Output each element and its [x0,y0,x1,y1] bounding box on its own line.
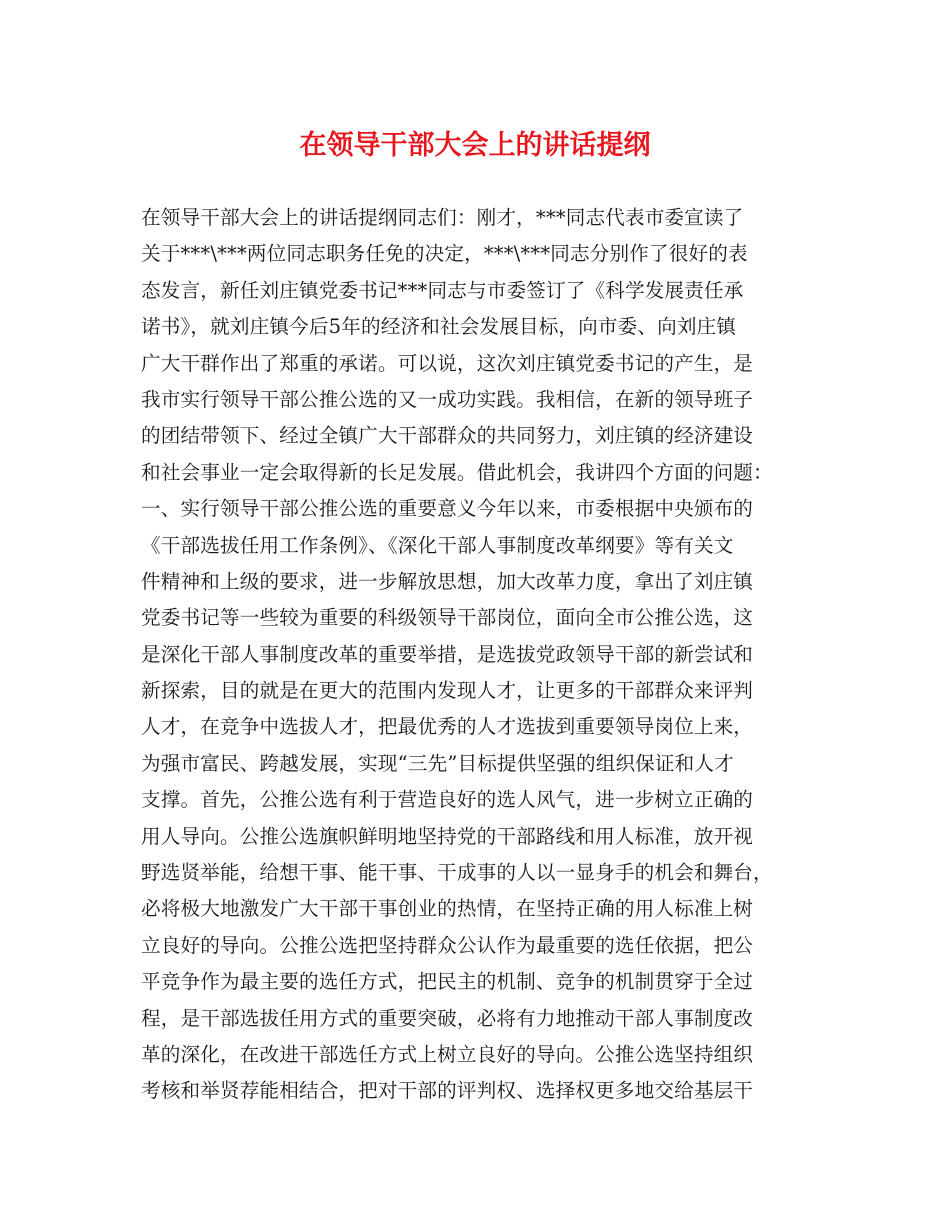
body-line: 《干部选拔任用工作条例》、《深化干部人事制度改革纲要》等有关文 [141,533,734,557]
body-line: 人才，在竞争中选拔人才，把最优秀的人才选拔到重要领导岗位上来， [141,715,754,739]
body-line: 态发言，新任刘庄镇党委书记***同志与市委签订了《科学发展责任承 [141,278,744,302]
body-line: 立良好的导向。公推公选把坚持群众公认作为最重要的选任依据，把公 [141,933,754,957]
body-line: 平竞争作为最主要的选任方式，把民主的机制、竞争的机制贯穿于全过 [141,970,754,994]
body-line: 的团结带领下、经过全镇广大干部群众的共同努力，刘庄镇的经济建设 [141,424,754,448]
document-title: 在领导干部大会上的讲话提纲 [299,130,651,161]
body-line: 广大干群作出了郑重的承诺。可以说，这次刘庄镇党委书记的产生，是 [141,351,754,375]
body-line: 野选贤举能，给想干事、能干事、干成事的人以一显身手的机会和舞台， [141,861,773,885]
body-line: 程，是干部选拔任用方式的重要突破，必将有力地推动干部人事制度改 [141,1006,754,1030]
body-line: 革的深化，在改进干部选任方式上树立良好的导向。公推公选坚持组织 [141,1042,754,1066]
body-line: 件精神和上级的要求，进一步解放思想，加大改革力度，拿出了刘庄镇 [141,569,754,593]
body-line: 考核和举贤荐能相结合，把对干部的评判权、选择权更多地交给基层干 [141,1079,754,1103]
body-line: 是深化干部人事制度改革的重要举措，是选拔党政领导干部的新尝试和 [141,642,754,666]
body-line: 我市实行领导干部公推公选的又一成功实践。我相信，在新的领导班子 [141,387,754,411]
body-line: 和社会事业一定会取得新的长足发展。借此机会，我讲四个方面的问题： [141,460,773,484]
body-line: 关于***\***两位同志职务任免的决定，***\***同志分别作了很好的表 [141,242,748,266]
body-line: 诺书》，就刘庄镇今后5年的经济和社会发展目标，向市委、向刘庄镇 [141,315,737,339]
body-line: 一、实行领导干部公推公选的重要意义今年以来，市委根据中央颁布的 [141,497,754,521]
body-line: 必将极大地激发广大干部干事创业的热情，在坚持正确的用人标准上树 [141,897,754,921]
body-line: 用人导向。公推公选旗帜鲜明地坚持党的干部路线和用人标准，放开视 [141,824,754,848]
body-line: 新探索，目的就是在更大的范围内发现人才，让更多的干部群众来评判 [141,679,754,703]
body-line: 党委书记等一些较为重要的科级领导干部岗位，面向全市公推公选，这 [141,606,754,630]
body-line: 在领导干部大会上的讲话提纲同志们：刚才，***同志代表市委宣读了 [141,206,744,229]
body-text [141,200,831,1110]
body-line: 为强市富民、跨越发展，实现“三先”目标提供坚强的组织保证和人才 [141,751,734,775]
body-line: 支撑。首先，公推公选有利于营造良好的选人风气，进一步树立正确的 [141,788,754,812]
